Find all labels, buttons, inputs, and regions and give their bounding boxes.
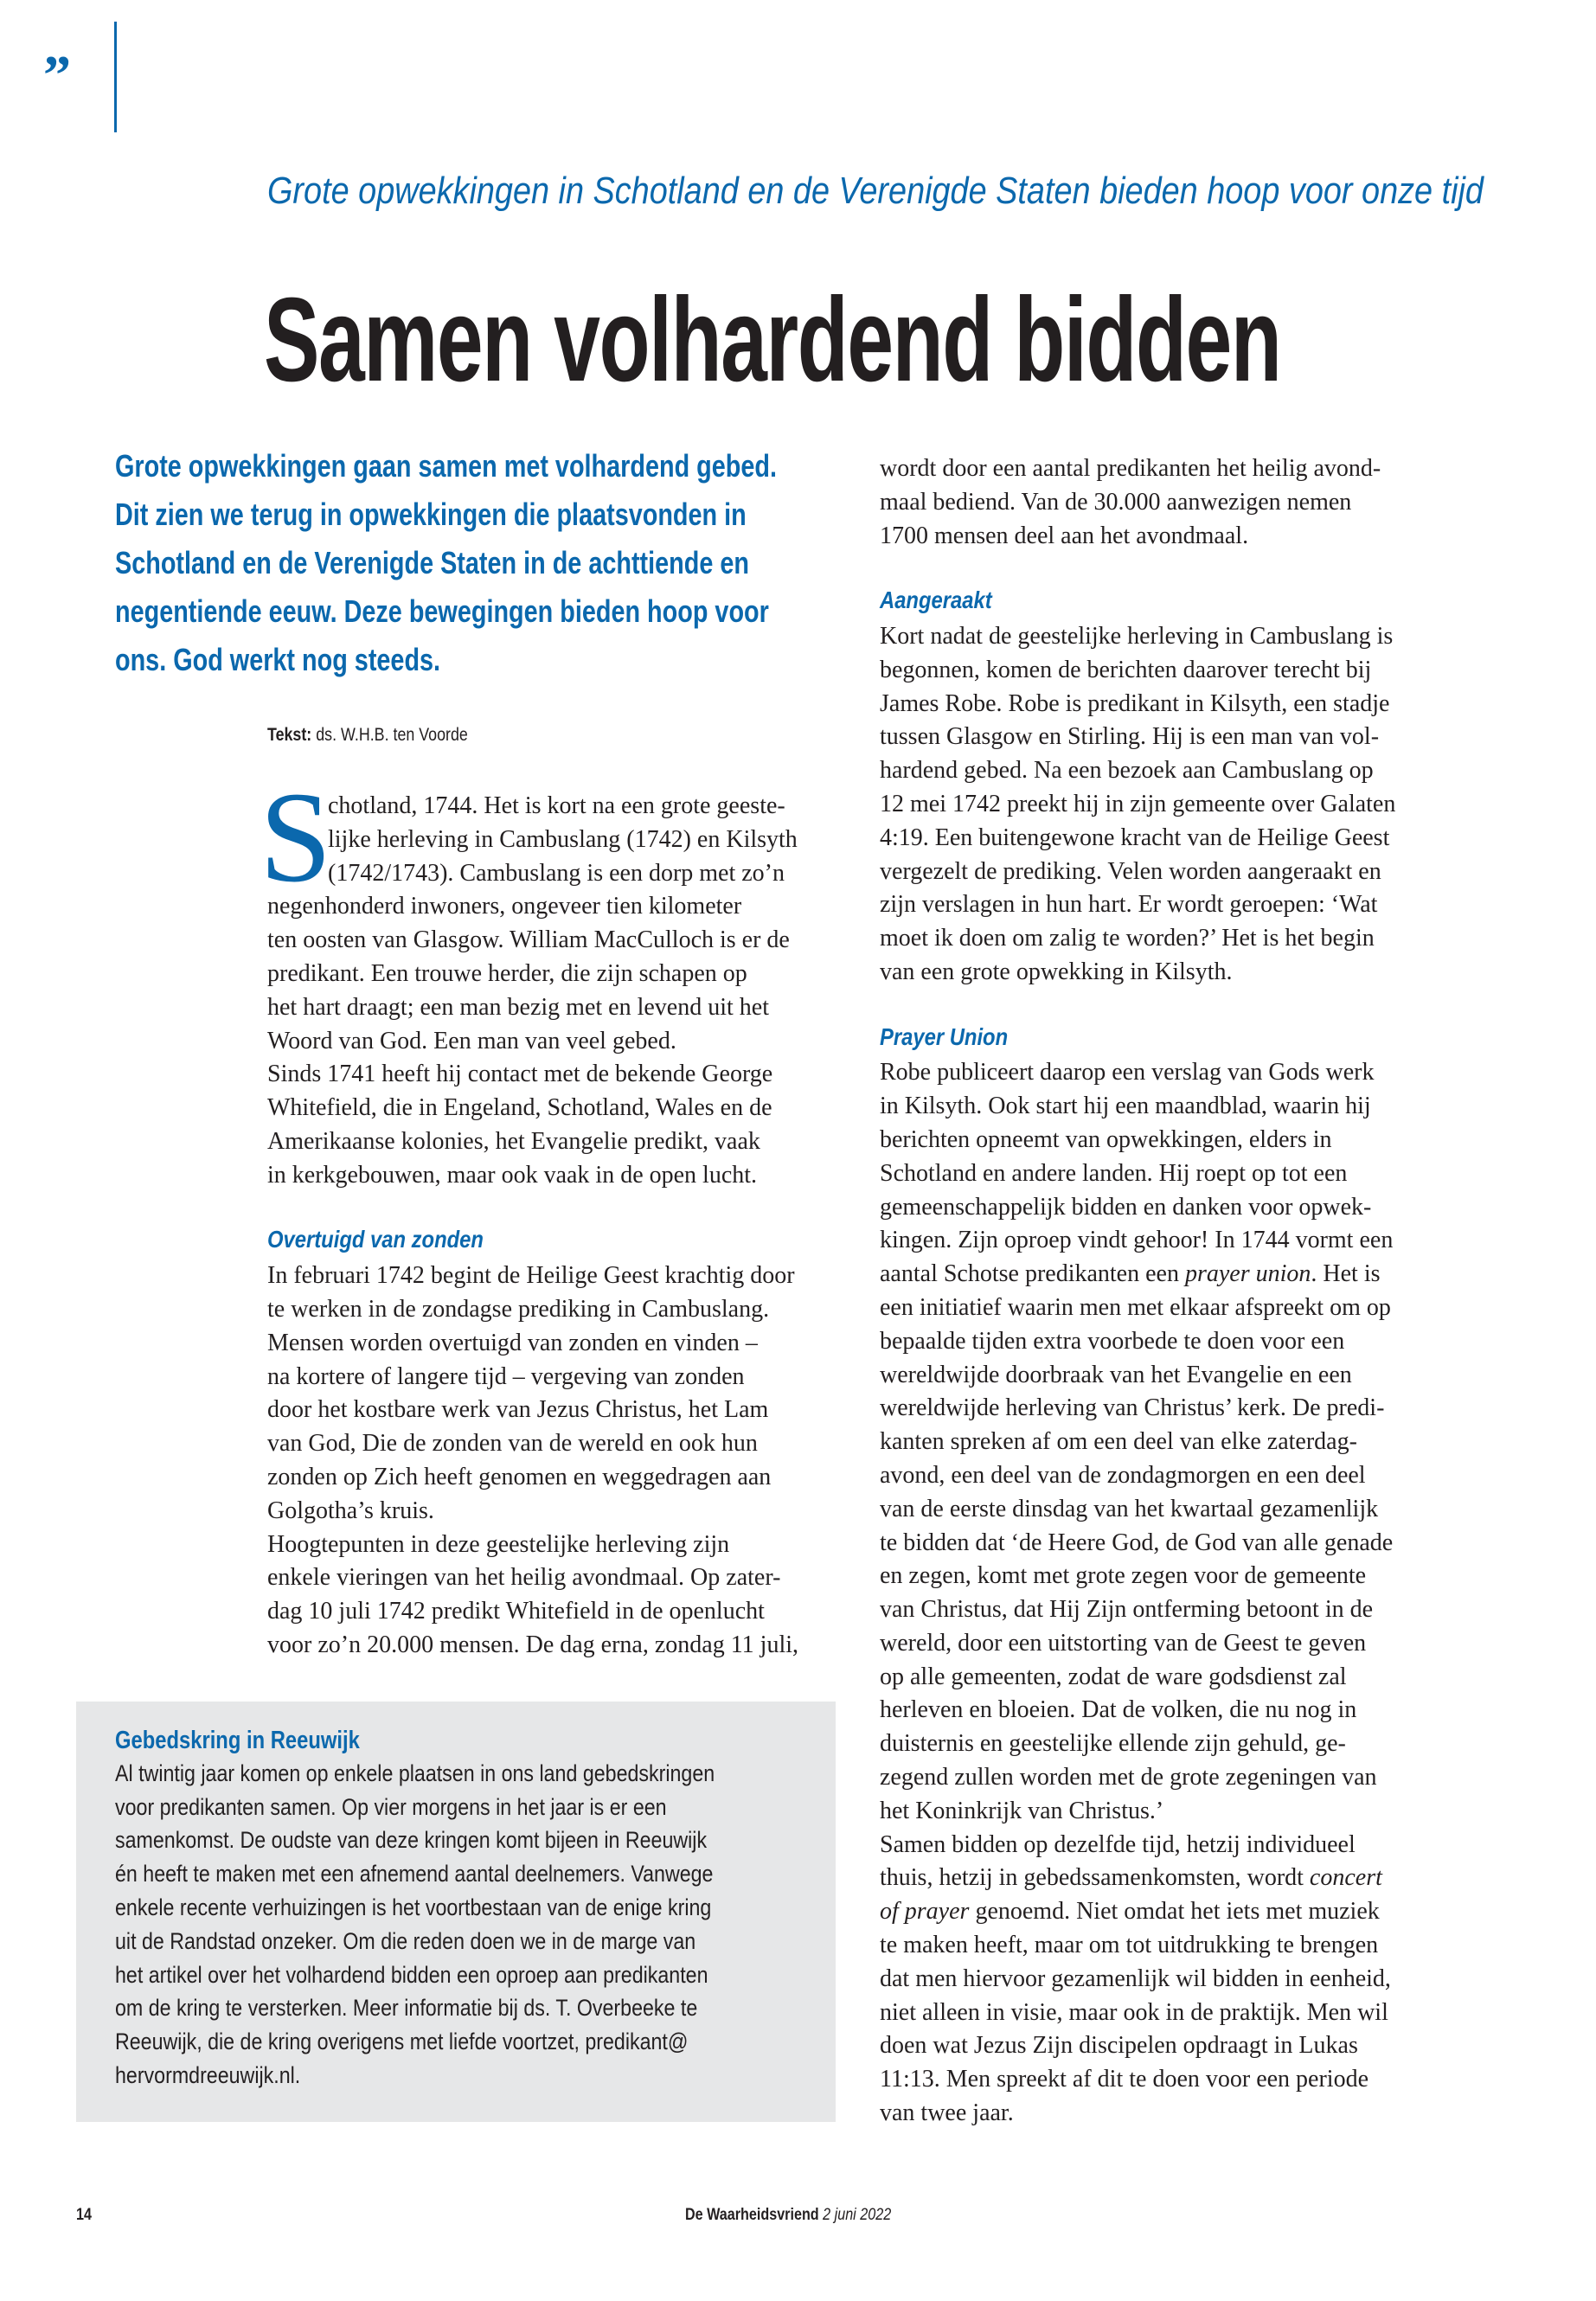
text-line: wereldwijde doorbraak van het Evangelie en een — [880, 1361, 1352, 1388]
sidebar-box-line: enkele recente verhuizingen is het voortbestaan van de enige kring — [115, 1894, 712, 1920]
text-line: in kerkgebouwen, maar ook vaak in de open lucht. — [267, 1161, 758, 1189]
text-line: het Koninkrijk van Christus.’ — [880, 1797, 1164, 1824]
article-intro — [115, 442, 942, 684]
left-column — [267, 790, 856, 1663]
intro-line: Schotland en de Verenigde Staten in de achttiende en — [115, 545, 749, 580]
text-line: kingen. Zijn oproep vindt gehoor! In 1744 vormt een — [880, 1227, 1394, 1254]
text-line: Hoogtepunten in deze geestelijke herleving zijn — [267, 1530, 730, 1558]
text-line: enkele vieringen van het heilig avondmaal. Op zater- — [267, 1564, 781, 1592]
text-line — [880, 1895, 1468, 1929]
text-line: Schotland en andere landen. Hij roept op tot een — [880, 1159, 1348, 1187]
text-line: wordt door een aantal predikanten het heilig avond- — [880, 455, 1381, 482]
magazine-name: De Waarheidsvriend — [685, 2206, 819, 2224]
intro-line: Dit zien we terug in opwekkingen die plaatsvonden in — [115, 497, 747, 532]
text-line: 4:19. Een buitengewone kracht van de Heilige Geest — [880, 824, 1390, 851]
italic-term: concert — [1309, 1864, 1382, 1892]
section-spacer — [880, 553, 1468, 586]
text-line: wereldwijde herleving van Christus’ kerk. De predi- — [880, 1394, 1385, 1422]
byline — [267, 725, 468, 746]
text-line: 11:13. Men spreekt af dit te doen voor een periode — [880, 2066, 1369, 2093]
text-line: van twee jaar. — [880, 2099, 1014, 2127]
text-line: berichten opneemt van opwekkingen, elders in — [880, 1125, 1332, 1153]
sidebar-box-line: samenkomst. De oudste van deze kringen komt bijeen in Reeuwijk — [115, 1827, 708, 1854]
text-line: wereld, door een uitstorting van de Geest te geven — [880, 1629, 1367, 1657]
page-number: 14 — [76, 2206, 92, 2224]
footer-publication — [685, 2206, 891, 2225]
text-line: na kortere of langere tijd – vergeving van zonden — [267, 1362, 745, 1390]
text-line: dat men hiervoor gezamenlijk wil bidden in eenheid, — [880, 1965, 1391, 1992]
text-line: avond, een deel van de zondagmorgen en een deel — [880, 1461, 1366, 1489]
intro-line: ons. God werkt nog steeds. — [115, 642, 441, 677]
byline-author: ds. W.H.B. ten Voorde — [316, 725, 468, 745]
text-line: Amerikaanse kolonies, het Evangelie predikt, vaak — [267, 1127, 760, 1155]
article-kicker: Grote opwekkingen in Schotland en de Verenigde Staten bieden hoop voor onze tijd — [267, 170, 1484, 212]
text-line: ten oosten van Glasgow. William MacCulloch is er de — [267, 926, 790, 954]
issue-date: 2 juni 2022 — [823, 2206, 892, 2224]
text-segment: aantal Schotse predikanten een — [880, 1260, 1185, 1288]
text-line: In februari 1742 begint de Heilige Geest krachtig door — [267, 1262, 795, 1290]
text-line: doen wat Jezus Zijn discipelen opdraagt in Lukas — [880, 2032, 1358, 2060]
text-line: tussen Glasgow en Stirling. Hij is een man van vol- — [880, 723, 1380, 751]
text-line: chotland, 1744. Het is kort na een grote geeste- — [328, 792, 785, 819]
text-line — [880, 1862, 1468, 1895]
section-spacer — [267, 1193, 856, 1227]
text-line: duisternis en geestelijke ellende zijn gehuld, ge- — [880, 1730, 1346, 1758]
text-line: begonnen, komen de berichten daarover terecht bij — [880, 656, 1372, 683]
text-line: Sinds 1741 heeft hij contact met de bekende George — [267, 1061, 773, 1088]
text-line: kanten spreken af om een deel van elke zaterdag- — [880, 1428, 1357, 1456]
text-segment: . Het is — [1311, 1260, 1381, 1288]
text-line: vergezelt de prediking. Velen worden aangeraakt en — [880, 857, 1381, 885]
section-spacer — [880, 990, 1468, 1023]
text-line: te bidden dat ‘de Heere God, de God van alle genade — [880, 1529, 1394, 1556]
text-line: te werken in de zondagse prediking in Cambuslang. — [267, 1295, 770, 1323]
text-line: Robe publiceert daarop een verslag van Gods werk — [880, 1059, 1375, 1086]
text-line: herleven en bloeien. Dat de volken, die nu nog in — [880, 1696, 1357, 1724]
section-heading: Aangeraakt — [880, 586, 992, 614]
text-line: Kort nadat de geestelijke herleving in Cambuslang is — [880, 622, 1394, 650]
text-line: van God, Die de zonden van de wereld en ook hun — [267, 1430, 758, 1458]
text-line: en zegen, komt met grote zegen voor de gemeente — [880, 1562, 1367, 1590]
byline-label: Tekst: — [267, 725, 312, 745]
text-line: zonden op Zich heeft genomen en weggedragen aan — [267, 1463, 772, 1490]
sidebar-box-line: Reeuwijk, die de kring overigens met liefde voortzet, predikant@ — [115, 2029, 689, 2055]
text-line: voor zo’n 20.000 mensen. De dag erna, zondag 11 juli, — [267, 1631, 799, 1658]
sidebar-box-line: Al twintig jaar komen op enkele plaatsen in ons land gebedskringen — [115, 1759, 715, 1786]
text-line: Golgotha’s kruis. — [267, 1497, 434, 1524]
right-column — [880, 452, 1468, 2131]
text-segment: genoemd. Niet omdat het iets met muziek — [969, 1898, 1380, 1926]
text-line: Samen bidden op dezelfde tijd, hetzij individueel — [880, 1830, 1356, 1858]
text-line: een initiatief waarin men met elkaar afspreekt om op — [880, 1293, 1391, 1321]
sidebar-box-content — [115, 1727, 812, 2096]
text-line: van een grote opwekking in Kilsyth. — [880, 958, 1233, 985]
sidebar-box-line: voor predikanten samen. Op vier morgens in het jaar is er een — [115, 1793, 667, 1820]
text-line: negenhonderd inwoners, ongeveer tien kilometer — [267, 893, 742, 920]
text-line: zegend zullen worden met de grote zegeningen van — [880, 1764, 1377, 1791]
text-line: door het kostbare werk van Jezus Christus, het Lam — [267, 1396, 769, 1424]
italic-term: of prayer — [880, 1898, 970, 1926]
text-line: 12 mei 1742 preekt hij in zijn gemeente over Galaten — [880, 790, 1396, 817]
sidebar-box-line: uit de Randstad onzeker. Om die reden doen we in de marge van — [115, 1927, 696, 1954]
text-line: zijn verslagen in hun hart. Er wordt geroepen: ‘Wat — [880, 891, 1378, 919]
drop-cap: S — [260, 766, 332, 909]
text-line: niet alleen in visie, maar ook in de praktijk. Men wil — [880, 1998, 1388, 2026]
text-line — [880, 1258, 1468, 1292]
sidebar-box-line: het artikel over het volhardend bidden een oproep aan predikanten — [115, 1961, 708, 1988]
text-line: gemeenschappelijk bidden en danken voor opwek- — [880, 1193, 1372, 1221]
quote-mark-icon: ” — [43, 44, 71, 106]
text-line: predikant. Een trouwe herder, die zijn schapen op — [267, 959, 747, 987]
text-line: (1742/1743). Cambuslang is een dorp met zo’n — [328, 859, 785, 887]
text-line: op alle gemeenten, zodat de ware godsdienst zal — [880, 1663, 1347, 1690]
text-line: maal bediend. Van de 30.000 aanwezigen nemen — [880, 488, 1352, 516]
text-line: 1700 mensen deel aan het avondmaal. — [880, 522, 1249, 549]
sidebar-box-line: om de kring te versterken. Meer informatie bij ds. T. Overbeeke te — [115, 1995, 698, 2022]
text-line: Whitefield, die in Engeland, Schotland, Wales en de — [267, 1094, 772, 1122]
article-title: Samen volhardend bidden — [264, 273, 1281, 407]
text-line: James Robe. Robe is predikant in Kilsyth, een stadje — [880, 689, 1390, 717]
text-line: in Kilsyth. Ook start hij een maandblad, waarin hij — [880, 1093, 1371, 1120]
italic-term: prayer union — [1184, 1260, 1311, 1288]
sidebar-box-heading: Gebedskring in Reeuwijk — [115, 1727, 360, 1754]
text-line: te maken heeft, maar om tot uitdrukking te brengen — [880, 1932, 1379, 1959]
text-line: hardend gebed. Na een bezoek aan Cambuslang op — [880, 757, 1374, 785]
text-segment: thuis, hetzij in gebedssamenkomsten, wordt — [880, 1864, 1310, 1892]
text-line: Mensen worden overtuigd van zonden en vinden – — [267, 1329, 758, 1356]
text-line: lijke herleving in Cambuslang (1742) en Kilsyth — [328, 825, 798, 853]
text-line: dag 10 juli 1742 predikt Whitefield in de openlucht — [267, 1598, 765, 1625]
text-line: bepaalde tijden extra voorbede te doen voor een — [880, 1327, 1345, 1355]
text-line: Woord van God. Een man van veel gebed. — [267, 1027, 676, 1054]
sidebar-box-line: én heeft te maken met een afnemend aantal deelnemers. Vanwege — [115, 1861, 714, 1888]
vertical-rule — [114, 22, 117, 132]
section-heading: Overtuigd van zonden — [267, 1226, 484, 1253]
sidebar-box-line: hervormdreeuwijk.nl. — [115, 2061, 301, 2088]
text-line: van de eerste dinsdag van het kwartaal gezamenlijk — [880, 1495, 1379, 1522]
text-line: moet ik doen om zalig te worden?’ Het is het begin — [880, 925, 1375, 952]
section-heading: Prayer Union — [880, 1022, 1009, 1050]
intro-line: negentiende eeuw. Deze bewegingen bieden hoop voor — [115, 593, 769, 629]
text-line: van Christus, dat Hij Zijn ontferming betoont in de — [880, 1596, 1374, 1624]
text-line: het hart draagt; een man bezig met en levend uit het — [267, 993, 769, 1021]
intro-line: Grote opwekkingen gaan samen met volhardend gebed. — [115, 448, 777, 484]
sidebar-box — [76, 1702, 836, 2122]
